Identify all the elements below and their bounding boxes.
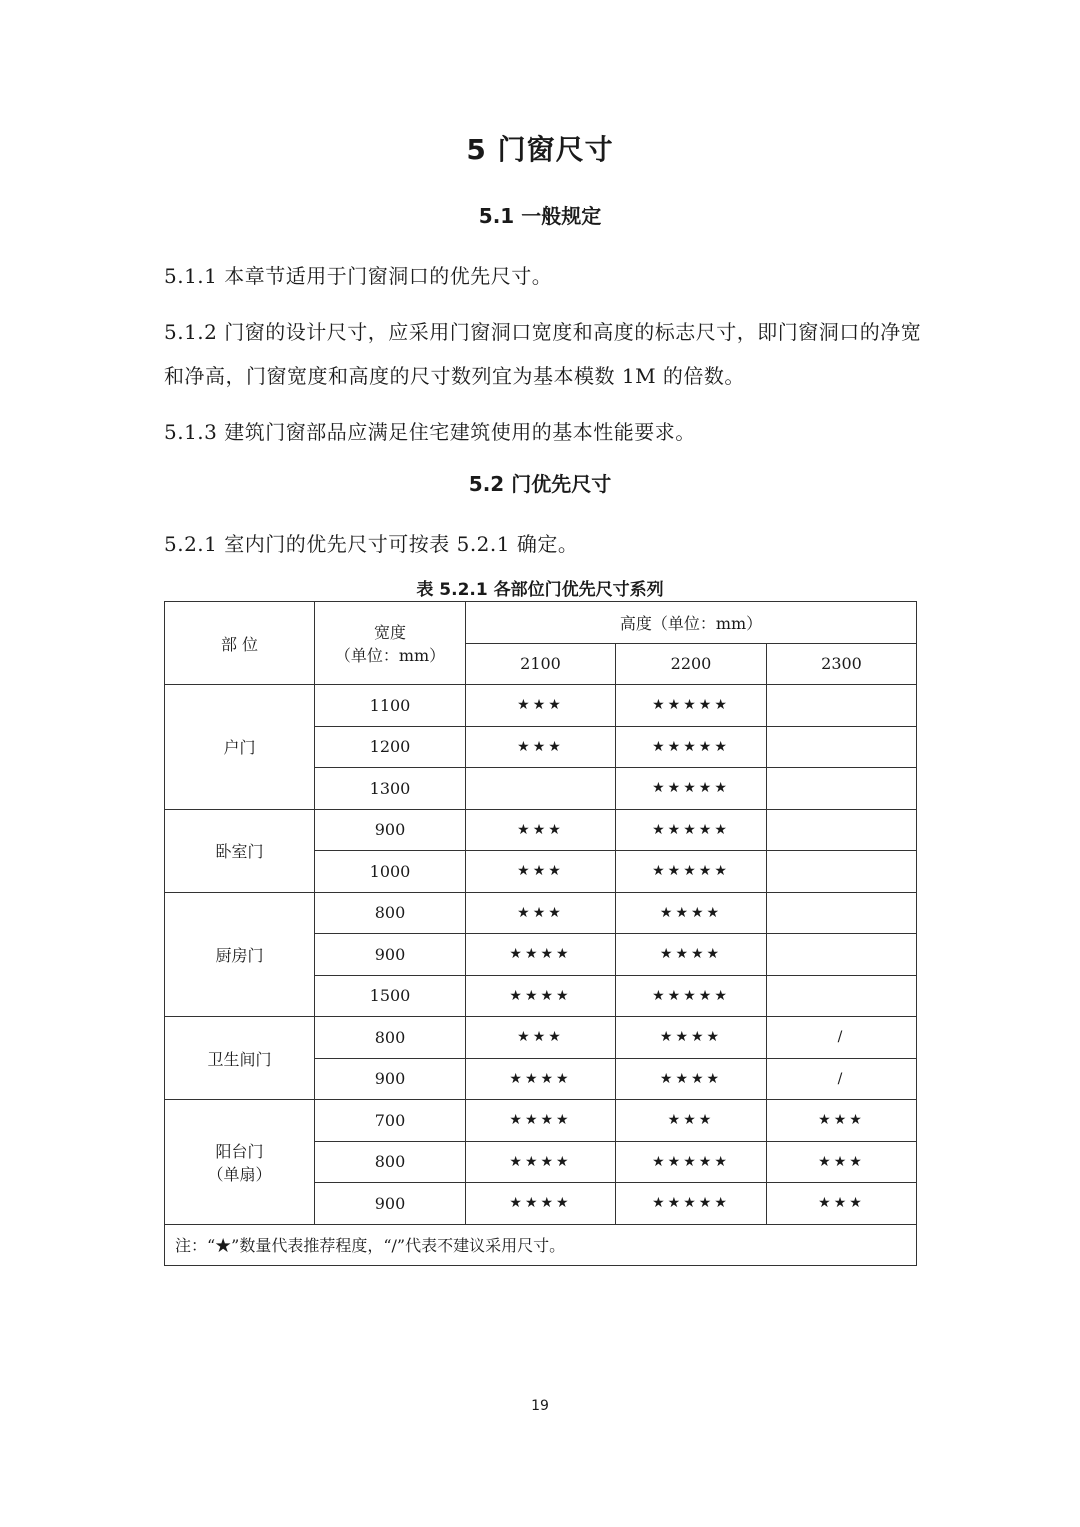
header-height-2200: 2200 <box>616 643 767 685</box>
rating-cell: ★★★★★ <box>616 975 767 1017</box>
table-caption: 表 5.2.1 各部位门优先尺寸系列 <box>416 580 664 600</box>
rating-cell: ★★★★ <box>466 975 616 1017</box>
location-label: 卫生间门 <box>207 1049 272 1069</box>
rating-cell <box>767 851 917 893</box>
rating-cell: ★★★ <box>466 685 616 727</box>
rating-cell: ★★★★★ <box>616 685 767 727</box>
table-row <box>165 892 917 934</box>
header-height-group: 高度（单位：mm） <box>466 602 917 644</box>
rating-cell <box>767 809 917 851</box>
section-title-5-1: 5.1 一般规定 <box>478 204 602 228</box>
row-location <box>165 809 315 892</box>
row-width: 800 <box>315 1017 466 1059</box>
rating-cell: ★★★★ <box>616 1058 767 1100</box>
rating-cell: ★★★ <box>616 1100 767 1142</box>
rating-cell: ★★★★★ <box>616 851 767 893</box>
rating-cell: ★★★★ <box>616 1017 767 1059</box>
rating-cell: ★★★★★ <box>616 1141 767 1183</box>
location-label: 卧室门 <box>215 842 264 861</box>
clause-5-2-1: 5.2.1 室内门的优先尺寸可按表 5.2.1 确定。 <box>164 532 579 556</box>
rating-cell: ★★★ <box>767 1141 917 1183</box>
rating-cell: / <box>767 1058 917 1100</box>
clause-5-1-2: 5.1.2 门窗的设计尺寸，应采用门窗洞口宽度和高度的标志尺寸，即门窗洞口的净宽和净高，门窗宽度和高度的尺寸数列宜为基本模数 1M 的倍数。 <box>164 320 922 388</box>
door-size-table <box>164 601 917 1266</box>
row-width: 1200 <box>315 726 466 768</box>
rating-cell: ★★★★★ <box>616 768 767 810</box>
row-location <box>165 685 315 810</box>
row-width: 1500 <box>315 975 466 1017</box>
clause-5-1-1: 5.1.1 本章节适用于门窗洞口的优先尺寸。 <box>164 264 553 288</box>
rating-cell: ★★★ <box>466 1017 616 1059</box>
rating-cell: ★★★★ <box>616 892 767 934</box>
chapter-title: 5 门窗尺寸 <box>466 133 614 166</box>
rating-cell: ★★★★ <box>466 1141 616 1183</box>
row-width: 800 <box>315 1141 466 1183</box>
rating-cell: ★★★★★ <box>616 726 767 768</box>
header-location: 部 位 <box>165 602 315 685</box>
location-sublabel: （单扇） <box>207 1164 272 1184</box>
table-row <box>165 685 917 727</box>
table-row <box>165 1100 917 1142</box>
rating-cell: ★★★ <box>466 809 616 851</box>
row-width: 1300 <box>315 768 466 810</box>
header-height-2100: 2100 <box>466 643 616 685</box>
table-note: 注：“★”数量代表推荐程度，“/”代表不建议采用尺寸。 <box>165 1224 917 1265</box>
row-width: 900 <box>315 809 466 851</box>
header-width-label: 宽度 <box>373 623 406 642</box>
rating-cell: ★★★★ <box>616 934 767 976</box>
rating-cell <box>767 934 917 976</box>
rating-cell <box>767 892 917 934</box>
rating-cell <box>767 685 917 727</box>
rating-cell: ★★★★★ <box>616 809 767 851</box>
table-row <box>165 1017 917 1059</box>
location-label: 户门 <box>223 738 256 758</box>
row-width: 800 <box>315 892 466 934</box>
rating-cell: ★★★★ <box>466 1058 616 1100</box>
rating-cell: ★★★★ <box>466 1100 616 1142</box>
header-height-2300: 2300 <box>767 643 917 685</box>
location-label: 阳台门 <box>215 1141 264 1161</box>
row-width: 900 <box>315 934 466 976</box>
page-number: 19 <box>531 1398 549 1414</box>
rating-cell <box>767 726 917 768</box>
rating-cell: ★★★★ <box>466 934 616 976</box>
rating-cell: ★★★★ <box>466 1183 616 1225</box>
row-width: 1000 <box>315 851 466 893</box>
header-width <box>315 602 466 685</box>
row-location <box>165 1100 315 1225</box>
row-width: 1100 <box>315 685 466 727</box>
location-label: 厨房门 <box>215 945 264 965</box>
row-width: 900 <box>315 1058 466 1100</box>
rating-cell <box>767 768 917 810</box>
section-title-5-2: 5.2 门优先尺寸 <box>468 472 612 496</box>
rating-cell <box>466 768 616 810</box>
table-row <box>165 809 917 851</box>
clause-5-1-3: 5.1.3 建筑门窗部品应满足住宅建筑使用的基本性能要求。 <box>164 420 696 444</box>
table-note-row <box>165 1224 917 1265</box>
row-width: 900 <box>315 1183 466 1225</box>
rating-cell: ★★★ <box>767 1100 917 1142</box>
row-location <box>165 892 315 1017</box>
header-width-unit: （单位：mm） <box>334 646 446 665</box>
rating-cell: ★★★ <box>466 851 616 893</box>
rating-cell: ★★★★★ <box>616 1183 767 1225</box>
rating-cell: / <box>767 1017 917 1059</box>
rating-cell: ★★★ <box>466 726 616 768</box>
rating-cell: ★★★ <box>466 892 616 934</box>
rating-cell: ★★★ <box>767 1183 917 1225</box>
row-location <box>165 1017 315 1100</box>
table-header-row <box>165 602 917 644</box>
rating-cell <box>767 975 917 1017</box>
row-width: 700 <box>315 1100 466 1142</box>
